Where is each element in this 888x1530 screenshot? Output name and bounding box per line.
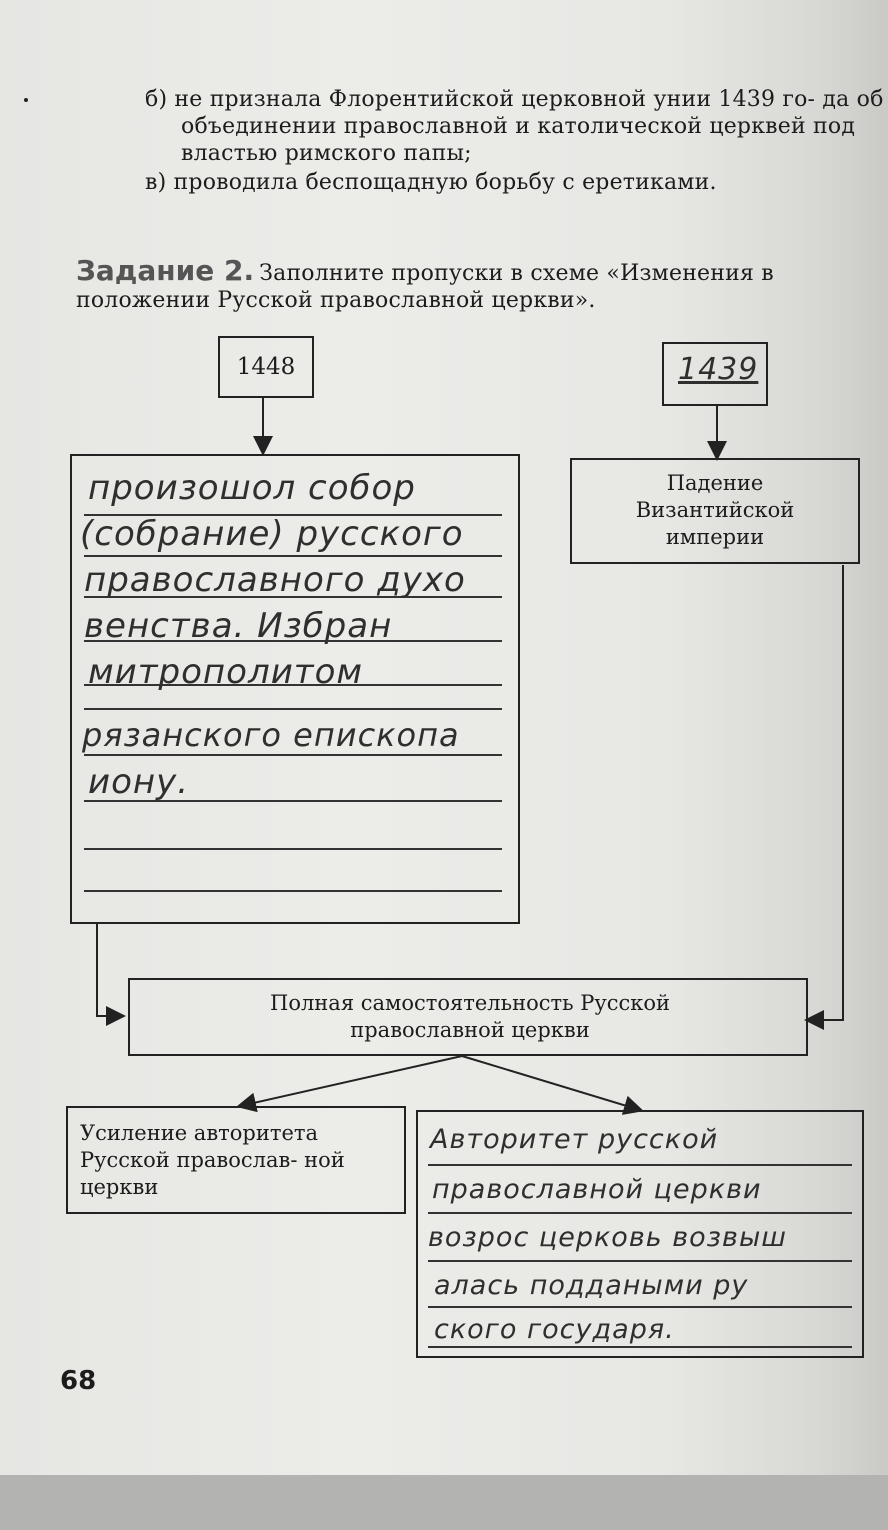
handwritten-right-line-2: православной церкви [432, 1174, 762, 1205]
authority-handwritten-box [416, 1110, 864, 1358]
handwritten-line-2: (собрание) русского [80, 514, 464, 554]
handwritten-right-line-3: возрос церковь возвыш [428, 1222, 787, 1253]
handwritten-right-line-1: Авторитет русской [430, 1124, 719, 1155]
year-1439-box [662, 342, 768, 406]
year-1448-label: 1448 [236, 354, 296, 380]
event-1448-box [70, 454, 520, 924]
byzantine-fall-box [570, 458, 860, 564]
task-2-title: Задание 2. [76, 254, 255, 287]
handwritten-line-1: произошол собор [88, 468, 416, 508]
year-1439-handwritten: 1439 [678, 352, 759, 387]
handwritten-line-5: митрополитом [88, 652, 364, 692]
page-number: 68 [60, 1366, 97, 1396]
handwritten-line-7: иону. [88, 762, 190, 802]
handwritten-line-4: венства. Избран [84, 606, 393, 646]
authority-growth-box [66, 1106, 406, 1214]
handwritten-line-6: рязанского епископа [82, 716, 460, 754]
handwritten-line-3: православного духо [84, 560, 466, 600]
option-c-text: в) проводила беспощадную борьбу с еретиками. [145, 170, 717, 195]
byzantine-fall-label: Падение Византийской империи [635, 471, 795, 549]
year-1448-box [218, 336, 314, 398]
scan-edge [0, 1475, 888, 1530]
handwritten-right-line-5: ского государя. [434, 1314, 675, 1345]
task-2-instruction: Заполните пропуски в схеме «Изменения в положении Русской православной церкви». [76, 261, 774, 313]
handwritten-right-line-4: алась поддаными ру [434, 1270, 749, 1301]
option-b-text: б) не признала Флорентийской церковной унии 1439 го- да об объединении православной и католической церквей под властью римского папы; [145, 87, 884, 166]
independence-box [128, 978, 808, 1056]
independence-label: Полная самостоятельность Русской православной церкви [270, 991, 670, 1042]
authority-growth-label: Усиление авторитета Русской православ- ной церкви [80, 1121, 345, 1199]
